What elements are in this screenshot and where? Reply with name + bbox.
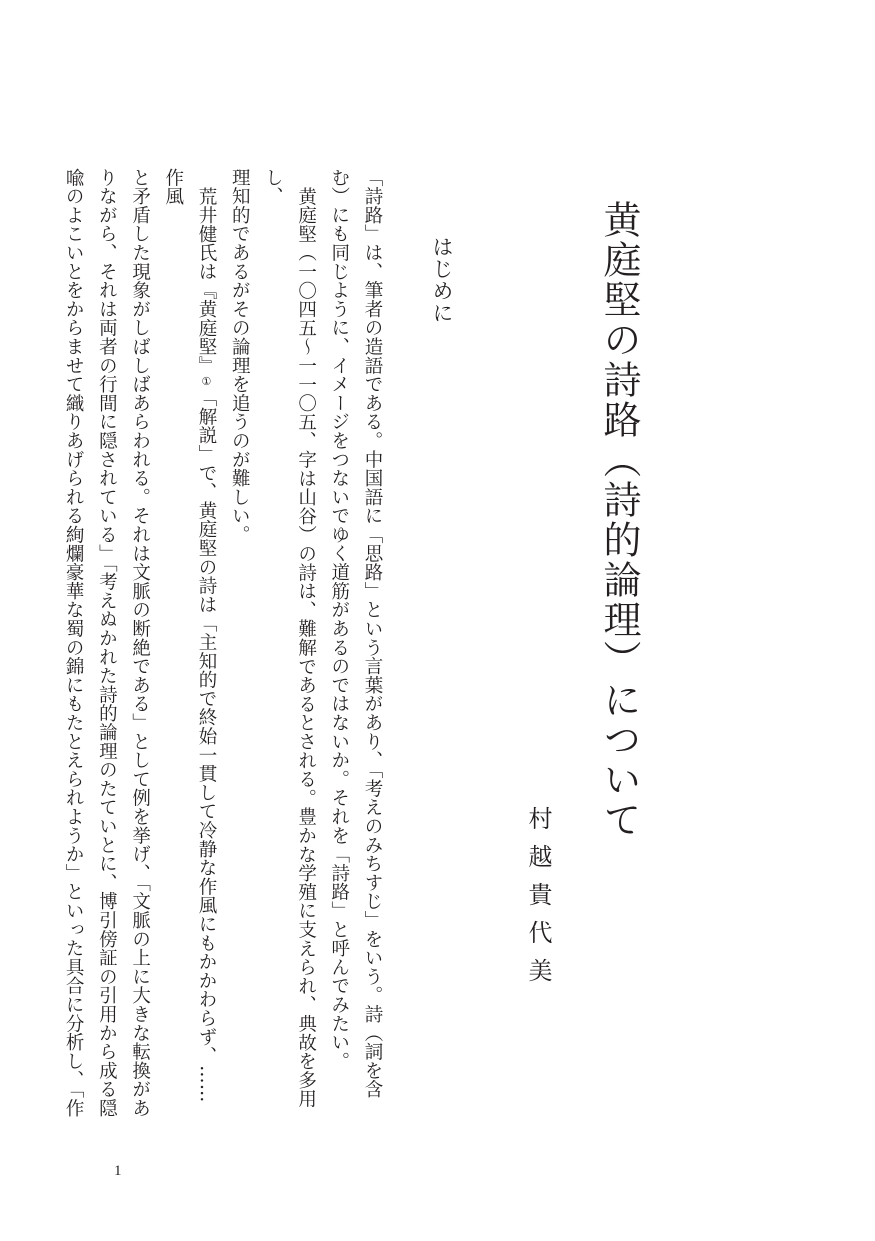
body-line: 理知的であるがその論理を追うのが難しい。 — [229, 168, 251, 544]
body-line: む）にも同じように、イメージをつないでゆく道筋があるのではないか。それを「詩路」と呼んでみたい。 — [328, 168, 350, 1071]
author-name: 村越貴代美 — [524, 806, 552, 996]
body-text — [63, 168, 389, 1118]
body-line: 「詩路」は、筆者の造語である。中国語に「思路」という言葉があり、「考えのみちすじ」をいう。詩（詞を含 — [362, 168, 383, 1099]
section-heading: はじめに — [430, 236, 454, 324]
article-title: 黄庭堅の詩路（詩的論理）について — [597, 200, 641, 840]
body-line: 黄庭堅（一〇四五～一一〇五、字は山谷）の詩は、難解であるとされる。豊かな学殖に支えられ、典故を多用し、 — [262, 168, 317, 1108]
body-line-segment: 荒井健氏は『黄庭堅』 — [195, 186, 217, 375]
body-line: 喩のよこいとをからませて織りあげられる絢爛豪華な蜀の錦にもたとえられようか」といった具合に分析し、「作 — [63, 168, 85, 1118]
body-line: りながら、それは両者の行間に隠されている」「考えぬかれた詩的論理のたていとに、博引傍証の引用から成る隠 — [96, 168, 118, 1118]
body-line — [157, 168, 223, 1118]
footnote-reference[interactable]: ① — [199, 374, 213, 388]
page-number: 1 — [114, 1163, 122, 1179]
body-line-segment: 「解説」で、黄庭堅の詩は「主知的で終始一貫して冷静な作風にもかかわらず、……作風 — [162, 168, 217, 1103]
body-line: と矛盾した現象がしばしばあらわれる。それは文脈の断絶である」として例を挙げ、「文脈の上に大きな転換があ — [129, 168, 151, 1118]
